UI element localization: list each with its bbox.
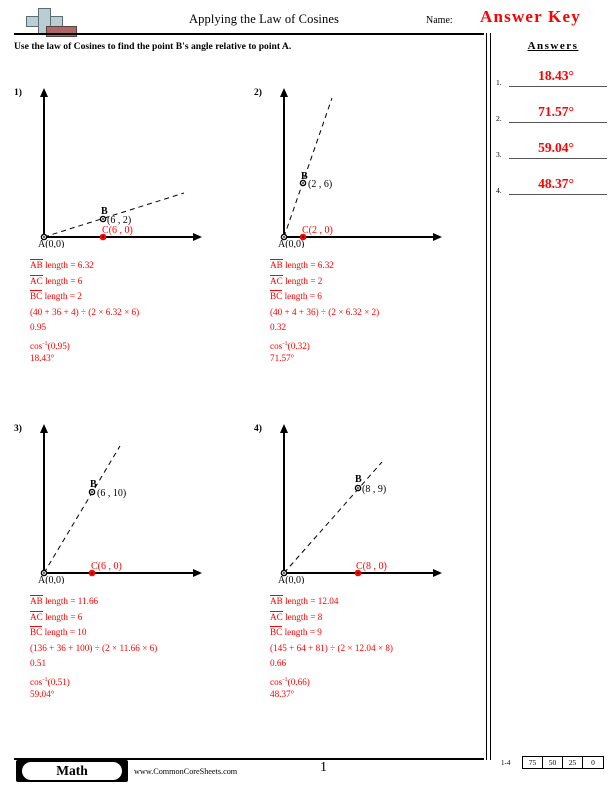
answer-column-divider-outer: [486, 33, 487, 760]
answer-blank-line-4: [509, 194, 607, 195]
website-url: www.CommonCoreSheets.com: [134, 767, 238, 776]
score-cell-25: 25: [563, 757, 583, 768]
point-a-label-4: A(0,0): [278, 575, 305, 584]
segment-bc-3: BC: [30, 627, 43, 637]
subject-badge: [16, 760, 128, 782]
arccos-pre-2: cos: [270, 340, 283, 351]
expression-3: (136 + 36 + 100) ÷ (2 × 11.66 × 6): [30, 642, 158, 653]
segment-bc-1: BC: [30, 291, 43, 301]
graph-1-svg: [14, 88, 229, 248]
point-c-label-4: C(8 , 0): [356, 561, 387, 572]
arccos-pre-1: cos: [30, 340, 43, 351]
segment-ac-1: AC: [30, 275, 43, 286]
quotient-3: 0.51: [30, 658, 47, 668]
segment-ac-text-1: length = 6: [42, 275, 83, 286]
point-b-coord-3: (6 , 10): [97, 488, 127, 499]
problem-number-2: 2): [254, 88, 262, 98]
answer-value-4: 48.37°: [538, 176, 574, 191]
arccos-post-1: (0.95): [47, 340, 70, 351]
answer-row-3: [496, 129, 608, 159]
instructions-text: Use the law of Cosines to find the point B's angle relative to point A.: [14, 41, 292, 52]
answer-row-4: [496, 165, 608, 195]
segment-bc-text-4: length = 9: [282, 627, 322, 637]
segment-bc-text-1: length = 2: [42, 291, 82, 301]
graph-4: [254, 424, 469, 584]
score-scale-box: [522, 756, 604, 769]
result-2: 71.57°: [270, 353, 295, 363]
point-b-label-3: B: [90, 479, 97, 490]
result-3: 59.04°: [30, 689, 55, 699]
graph-1: [14, 88, 229, 248]
subject-badge-label: Math: [22, 762, 122, 780]
point-c-label-3: C(6 , 0): [91, 561, 122, 572]
point-c-label-2: C(2 , 0): [302, 225, 333, 236]
problem-4: [254, 424, 484, 724]
page-title: Applying the Law of Cosines: [189, 12, 339, 26]
point-b-coord-4: (8 , 9): [362, 484, 387, 495]
expression-1: (40 + 36 + 4) ÷ (2 × 6.32 × 6): [30, 306, 140, 317]
segment-ac-2: AC: [270, 275, 283, 286]
segment-ab-text-2: length = 6.32: [282, 260, 334, 270]
answer-number-3: 3.: [496, 150, 502, 159]
expression-4: (145 + 64 + 81) ÷ (2 × 12.04 × 8): [270, 642, 393, 653]
answer-blank-line-1: [509, 86, 607, 87]
problem-3: [14, 424, 244, 724]
segment-ac-3: AC: [30, 611, 43, 622]
point-a-label-2: A(0,0): [278, 239, 305, 248]
answer-row-1: [496, 57, 608, 87]
graph-3: [14, 424, 229, 584]
page-header: [14, 6, 581, 36]
point-a-label-3: A(0,0): [38, 575, 65, 584]
segment-bc-text-2: length = 6: [282, 291, 322, 301]
segment-ab-text-4: length = 12.04: [282, 596, 339, 606]
work-3: [30, 594, 157, 703]
segment-ab-text-1: length = 6.32: [42, 260, 94, 270]
arccos-sup-3: -1: [42, 675, 48, 683]
name-label: Name:: [426, 15, 453, 26]
result-4: 48.37°: [270, 689, 295, 699]
arccos-sup-4: -1: [282, 675, 288, 683]
segment-ac-text-3: length = 6: [42, 611, 83, 622]
segment-bc-text-3: length = 10: [42, 627, 87, 637]
header-divider: [14, 33, 484, 35]
answer-value-3: 59.04°: [538, 140, 574, 155]
arccos-post-2: (0.32): [287, 340, 310, 351]
segment-ab-3: AB: [30, 596, 43, 606]
quotient-4: 0.66: [270, 658, 287, 668]
score-cell-0: 0: [591, 758, 595, 767]
point-b-coord-1: (6 , 2): [107, 215, 132, 226]
arccos-pre-3: cos: [30, 676, 43, 687]
point-b-label-4: B: [355, 474, 362, 485]
problem-number-1: 1): [14, 88, 22, 98]
answer-row-2: [496, 93, 608, 123]
score-cell-75: 75: [523, 757, 543, 768]
arccos-pre-4: cos: [270, 676, 283, 687]
segment-bc-4: BC: [270, 627, 283, 637]
segment-ab-text-3: length = 11.66: [42, 596, 99, 606]
segment-ac-text-4: length = 8: [282, 611, 323, 622]
answer-blank-line-3: [509, 158, 607, 159]
graph-2: [254, 88, 469, 248]
score-range-label: 1-4: [501, 759, 511, 767]
work-4: [270, 594, 393, 703]
quotient-2: 0.32: [270, 322, 287, 332]
arccos-post-4: (0.66): [287, 676, 310, 687]
result-1: 18.43°: [30, 353, 55, 363]
answer-number-2: 2.: [496, 114, 502, 123]
point-b-label-1: B: [101, 206, 108, 217]
expression-2: (40 + 4 + 36) ÷ (2 × 6.32 × 2): [270, 306, 380, 317]
arccos-sup-2: -1: [282, 339, 288, 347]
answers-heading: Answers: [527, 40, 579, 52]
segment-ab-2: AB: [270, 260, 283, 270]
segment-ac-4: AC: [270, 611, 283, 622]
graph-4-svg: [254, 424, 469, 584]
problem-number-4: 4): [254, 424, 262, 434]
answer-key-stamp: Answer Key: [480, 7, 581, 26]
answer-value-2: 71.57°: [538, 104, 574, 119]
arccos-sup-1: -1: [42, 339, 48, 347]
problem-2: [254, 88, 484, 388]
segment-ac-text-2: length = 2: [282, 275, 323, 286]
answer-blank-line-2: [509, 122, 607, 123]
arccos-post-3: (0.51): [47, 676, 70, 687]
page-number: 1: [320, 760, 327, 775]
point-c-label-1: C(6 , 0): [102, 225, 133, 236]
point-a-label-1: A(0,0): [38, 239, 65, 248]
logo-red-block-icon: [46, 26, 77, 37]
quotient-1: 0.95: [30, 322, 47, 332]
segment-ab-1: AB: [30, 260, 43, 270]
answer-value-1: 18.43°: [538, 68, 574, 83]
score-cell-50: 50: [543, 757, 563, 768]
point-b-label-2: B: [301, 171, 308, 182]
graph-2-svg: [254, 88, 469, 248]
answer-column-divider-inner: [490, 33, 491, 760]
segment-ab-4: AB: [270, 596, 283, 606]
work-2: [270, 258, 379, 367]
graph-3-svg: [14, 424, 229, 584]
answer-number-4: 4.: [496, 186, 502, 195]
work-1: [30, 258, 139, 367]
point-b-coord-2: (2 , 6): [308, 179, 333, 190]
problem-1: [14, 88, 244, 388]
answer-number-1: 1.: [496, 78, 502, 87]
segment-bc-2: BC: [270, 291, 283, 301]
problem-number-3: 3): [14, 424, 22, 434]
